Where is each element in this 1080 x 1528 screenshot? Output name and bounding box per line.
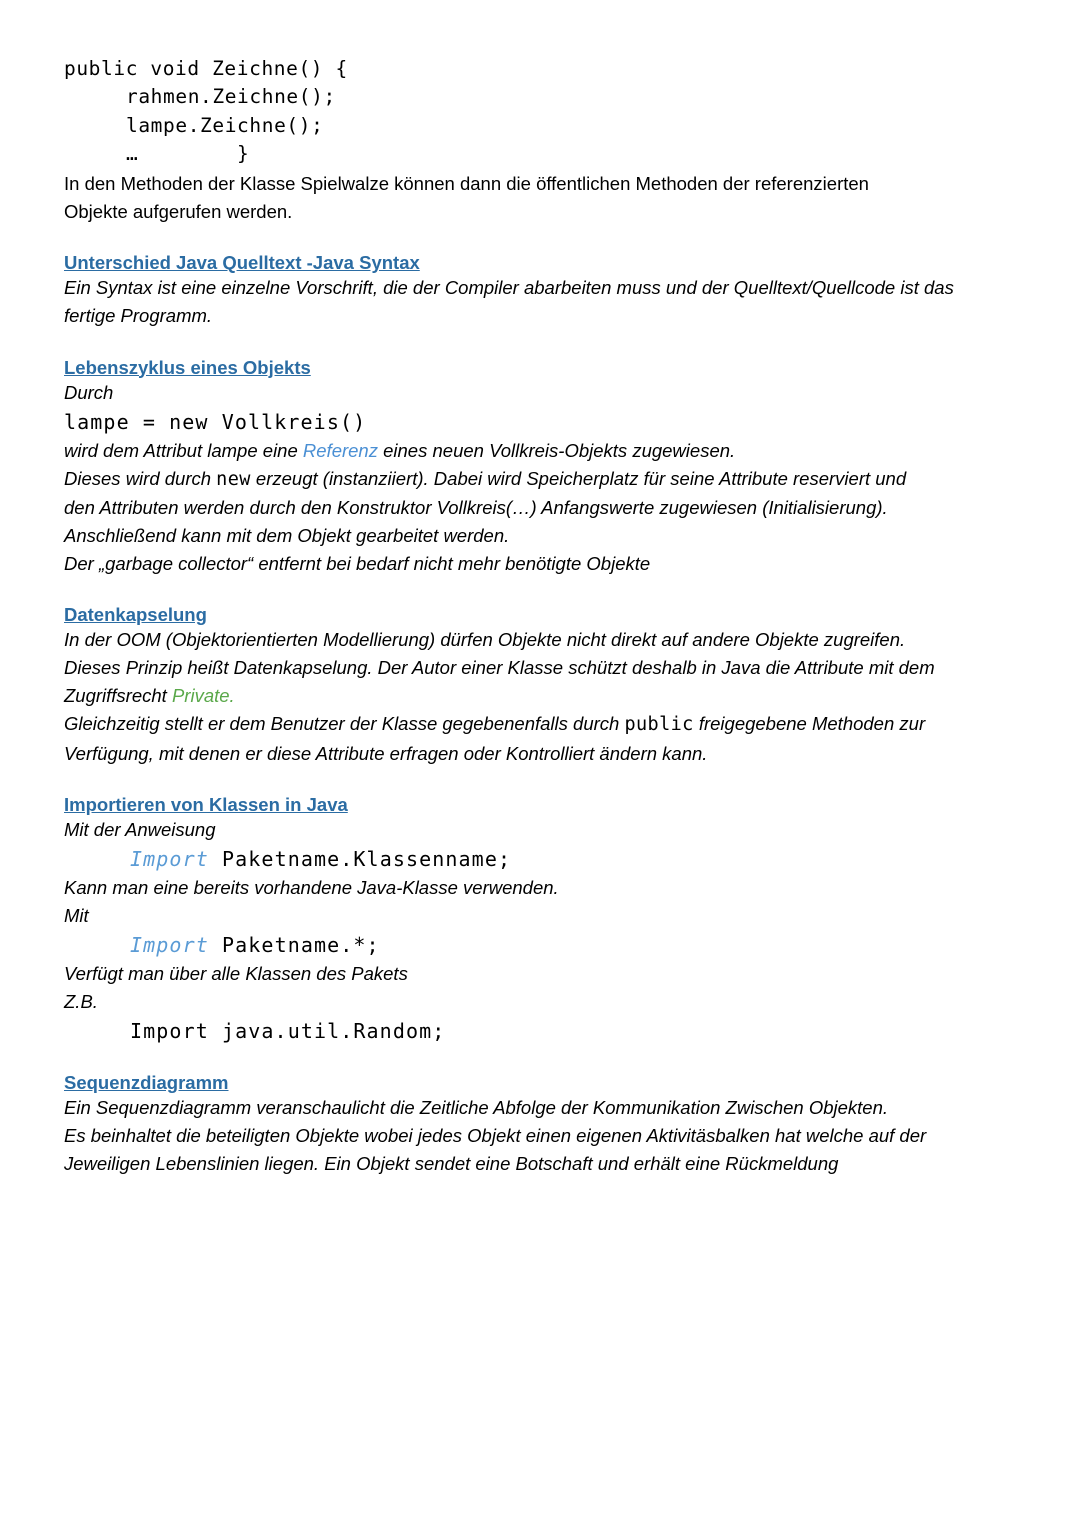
line-anschliessend: Anschließend kann mit dem Objekt gearbeitet werden.: [64, 524, 510, 546]
import-1-rest: Paketname.Klassenname;: [208, 846, 512, 871]
word-private: Private.: [171, 685, 235, 707]
code-line-2: rahmen.Zeichne();: [126, 85, 336, 109]
line-mit-der-anweisung: Mit der Anweisung: [64, 818, 216, 840]
document-content: [64, 55, 1016, 1179]
word-referenz: Referenz: [302, 439, 378, 461]
line-mit: Mit: [64, 904, 89, 926]
section-heading: Unterschied Java Quelltext -Java Syntax: [64, 252, 420, 274]
section-lebenszyklus-eines-objekts: [64, 357, 1016, 579]
line-zb: Z.B.: [64, 991, 98, 1013]
line-prinzip: Dieses Prinzip heißt Datenkapselung. Der Autor einer Klasse schützt deshalb in Java die Attribute mit dem: [64, 657, 935, 679]
line-zugriffsrecht-pre: Zugriffsrecht: [64, 685, 172, 707]
section-line: Ein Sequenzdiagramm veranschaulicht die Zeitliche Abfolge der Kommunikation Zwischen Objekten.: [64, 1097, 889, 1119]
keyword-public: public: [624, 714, 694, 736]
line-referenz-pre: wird dem Attribut lampe eine: [64, 439, 303, 461]
section-unterschied-java-quelltext: [64, 252, 1016, 330]
section-importieren-von-klassen: [64, 794, 1016, 1047]
line-oom: In der OOM (Objektorientierten Modellierung) dürfen Objekte nicht direkt auf andere Objekte zugreifen.: [64, 629, 906, 651]
keyword-import: Import: [130, 933, 209, 958]
keyword-import: Import: [130, 846, 209, 871]
code-import-random: Import java.util.Random;: [130, 1019, 446, 1044]
line-public-pre: Gleichzeitig stellt er dem Benutzer der Klasse gegebenenfalls durch: [64, 713, 625, 735]
import-2-rest: Paketname.*;: [208, 933, 380, 958]
section-line: Jeweiligen Lebenslinien liegen. Ein Objekt sendet eine Botschaft und erhält eine Rückmeldung: [64, 1153, 839, 1175]
keyword-new: new: [216, 468, 251, 490]
line-new-pre: Dieses wird durch: [64, 467, 217, 489]
section-line: Es beinhaltet die beteiligten Objekte wobei jedes Objekt einen eigenen Aktivitäsbalken hat welche auf der: [64, 1125, 927, 1147]
line-durch: Durch: [64, 381, 114, 403]
line-garbage-collector: Der „garbage collector“ entfernt bei bedarf nicht mehr benötigte Objekte: [64, 553, 651, 575]
section-heading: Lebenszyklus eines Objekts: [64, 356, 311, 378]
code-import-klassenname: [64, 844, 1016, 874]
line-verfuegt: Verfügt man über alle Klassen des Pakets: [64, 963, 408, 985]
line-public-post: freigegebene Methoden zur: [693, 713, 926, 735]
code-line-3: lampe.Zeichne();: [126, 113, 324, 137]
line-verfuegung: Verfügung, mit denen er diese Attribute erfragen oder Kontrolliert ändern kann.: [64, 742, 708, 764]
section-heading: Importieren von Klassen in Java: [64, 793, 348, 815]
section-datenkapselung: [64, 604, 1016, 768]
line-referenz: [64, 437, 1016, 465]
line-new-post: erzeugt (instanziiert). Dabei wird Speicherplatz für seine Attribute reserviert und: [250, 467, 907, 489]
line-public-methoden: [64, 710, 1016, 739]
section-heading: Sequenzdiagramm: [64, 1072, 229, 1094]
section-heading: Datenkapselung: [64, 604, 207, 626]
code-line-1: public void Zeichne() {: [64, 57, 348, 80]
section-sequenzdiagramm: [64, 1072, 1016, 1178]
line-kann-man: Kann man eine bereits vorhandene Java-Klasse verwenden.: [64, 876, 559, 898]
line-zugriffsrecht: [64, 682, 1016, 710]
code-line-lampe-new-vollkreis: lampe = new Vollkreis(): [64, 409, 367, 434]
code-import-wildcard: [64, 930, 1016, 960]
code-block-top: [64, 55, 1016, 168]
code-line-4: … }: [126, 141, 250, 165]
line-referenz-post: eines neuen Vollkreis-Objekts zugewiesen.: [377, 439, 736, 461]
intro-line-1: In den Methoden der Klasse Spielwalze können dann die öffentlichen Methoden der referenzierten: [64, 173, 869, 195]
intro-line-2: Objekte aufgerufen werden.: [64, 201, 293, 223]
section-line: Ein Syntax ist eine einzelne Vorschrift, die der Compiler abarbeiten muss und der Quelltext/Quellcode ist das: [64, 277, 954, 299]
line-new-erzeugt: [64, 465, 1016, 494]
line-initialisierung: den Attributen werden durch den Konstruktor Vollkreis(…) Anfangswerte zugewiesen (Initialisierung).: [64, 496, 888, 518]
section-line: fertige Programm.: [64, 305, 213, 327]
intro-paragraph: [64, 170, 1016, 226]
